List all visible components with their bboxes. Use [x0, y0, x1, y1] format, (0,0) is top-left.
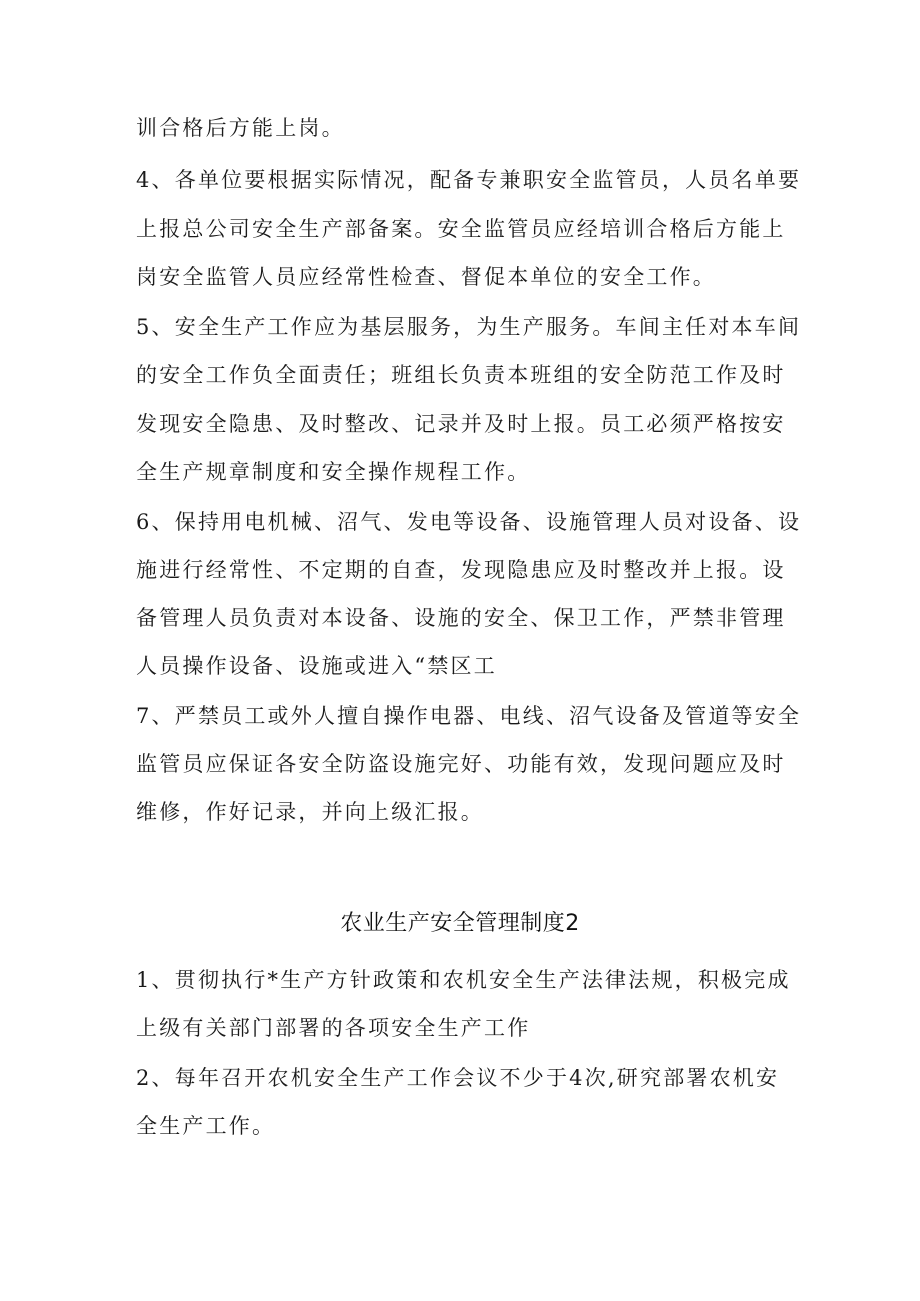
text-line: 2、每年召开农机安全生产工作会议不少于4次,研究部署农机安 — [136, 1066, 780, 1090]
text-line: 全生产工作。 — [136, 1114, 276, 1138]
text-line: 的安全工作负全面责任；班组长负责本班组的安全防范工作及时 — [136, 363, 786, 387]
section-heading: 农业生产安全管理制度2 — [340, 911, 580, 936]
text-line: 6、保持用电机械、沼气、发电等设备、设施管理人员对设备、设 — [136, 510, 802, 534]
text-line: 5、安全生产工作应为基层服务，为生产服务。车间主任对本车间 — [136, 315, 802, 339]
text-line: 训合格后方能上岗。 — [136, 116, 345, 140]
text-line: 全生产规章制度和安全操作规程工作。 — [136, 460, 531, 484]
text-line: 1、贯彻执行*生产方针政策和农机安全生产法律法规，积极完成 — [136, 968, 791, 992]
text-line: 岗安全监管人员应经常性检查、督促本单位的安全工作。 — [136, 265, 716, 289]
text-line: 备管理人员负责对本设备、设施的安全、保卫工作，严禁非管理 — [136, 606, 786, 630]
text-line: 7、严禁员工或外人擅自操作电器、电线、沼气设备及管道等安全 — [136, 704, 802, 728]
text-line: 4、各单位要根据实际情况，配备专兼职安全监管员，人员名单要 — [136, 168, 802, 192]
text-line: 维修，作好记录，并向上级汇报。 — [136, 800, 484, 824]
text-line: 发现安全隐患、及时整改、记录并及时上报。员工必须严格按安 — [136, 412, 786, 436]
text-line: 上报总公司安全生产部备案。安全监管员应经培训合格后方能上 — [136, 217, 786, 241]
text-line: 监管员应保证各安全防盗设施完好、功能有效，发现问题应及时 — [136, 752, 786, 776]
text-line: 人员操作设备、设施或进入“禁区工 — [136, 654, 497, 678]
text-line: 上级有关部门部署的各项安全生产工作 — [136, 1016, 531, 1040]
text-line: 施进行经常性、不定期的自查，发现隐患应及时整改并上报。设 — [136, 558, 786, 582]
